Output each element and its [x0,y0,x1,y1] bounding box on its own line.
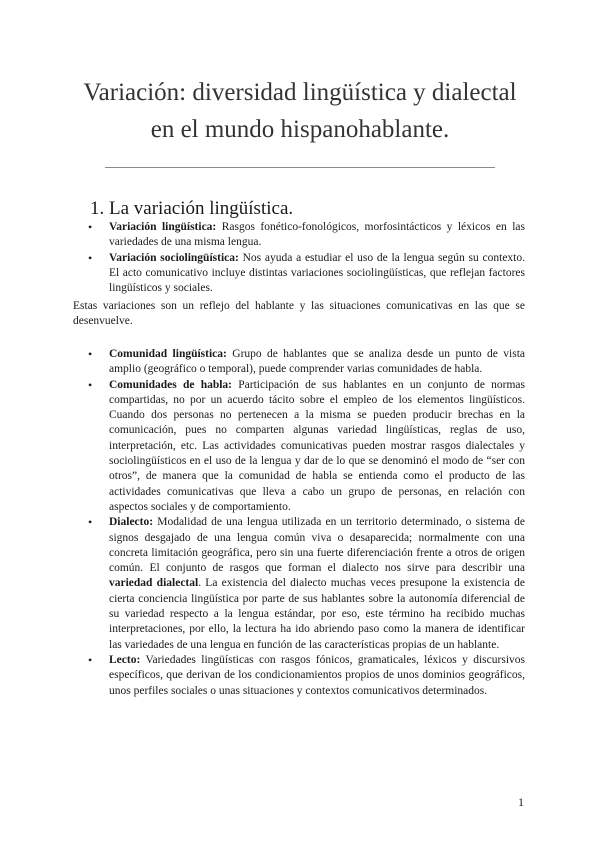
term: Comunidades de habla: [109,378,233,391]
title-divider [105,167,495,168]
document-title [40,74,560,148]
definition: Variedades lingüísticas con rasgos fónicos, gramaticales, léxicos y discursivos específicos, que derivan de los condicionamientos propios de unos dominios geográficos, unos perfiles sociales o unas situaciones y contextos comunicativos determinados. [109,653,525,697]
term: Variación lingüística: [109,221,217,233]
term: Lecto: [109,653,141,666]
definition: Participación de sus hablantes en un conjunto de normas compartidas, no por un acuerdo tácito sobre el empleo de los elementos lingüísticos. Cuando dos personas no pertenecen a la misma se pueden producir brechas en la comunicación, pues no comparten algunas variedad lingüísticas, reglas de uso, interpretación, etc. Las actividades comunicativas pueden mostrar rasgos dialectales y sociolingüísticos en el uso de la lengua y dar de lo que se denominó el modo de “ser con otros”, de manera que la comunidad de habla se entienda como el producto de las actividades comunicativas que lleva a cabo un grupo de personas, en relación con aspectos sociales y de comportamiento. [109,378,525,513]
page-number: 1 [518,795,524,809]
list-item [0,378,525,516]
list-item [0,251,525,297]
definition: Modalidad de una lengua utilizada en un territorio determinado, o sistema de signos desgajado de una lengua común viva o desaparecida; normalmente con una concreta limitación geográfica, pero sin una fuerte diferenciación frente a otros de origen común. El conjunto de rasgos que forman el dialecto nos sirve para describir una [109,516,525,575]
title-line-2: en el mundo hispanohablante. [150,116,450,143]
term: Variación sociolingüística: [109,251,239,264]
title-line-1: Variación: diversidad lingüística y dialectal [83,79,517,106]
term: Dialecto: [109,516,154,529]
concepts-list [0,347,600,699]
term: Comunidad lingüística: [109,348,227,360]
inline-bold-term: variedad dialectal [109,577,199,590]
body-paragraph: Estas variaciones son un reflejo del hablante y las situaciones comunicativas en las que se desenvuelve. [73,300,525,328]
definition: Grupo de hablantes que se analiza desde un punto de vista amplio (geográfico o temporal), puede comprender varias comunidades de habla. [109,348,525,376]
definition: Nos ayuda a estudiar el uso de la lengua según su contexto. El acto comunicativo incluye distintas variaciones sociolingüísticas, que reflejan factores lingüísticos y sociales. [109,251,525,295]
section-heading: 1. La variación lingüística. [90,198,294,219]
list-item [0,220,525,251]
list-item [0,347,525,378]
definition-cont: . La existencia del dialecto muchas veces presupone la existencia de cierta conciencia lingüística por parte de sus hablantes sobre la autonomía diferencial de su variedad respecto a la lengua estándar, por eso, este término ha recibido muchas interpretaciones, por ello, la lectura ha ido abriendo paso como la manera de identificar las variedades de una lengua en función de las características propias de un hablante. [109,577,525,651]
list-item [0,515,525,653]
list-item [0,653,525,699]
variation-list [0,220,600,296]
definition: Rasgos fonético-fonológicos, morfosintácticos y léxicos en las variedades de una misma lengua. [109,221,525,249]
